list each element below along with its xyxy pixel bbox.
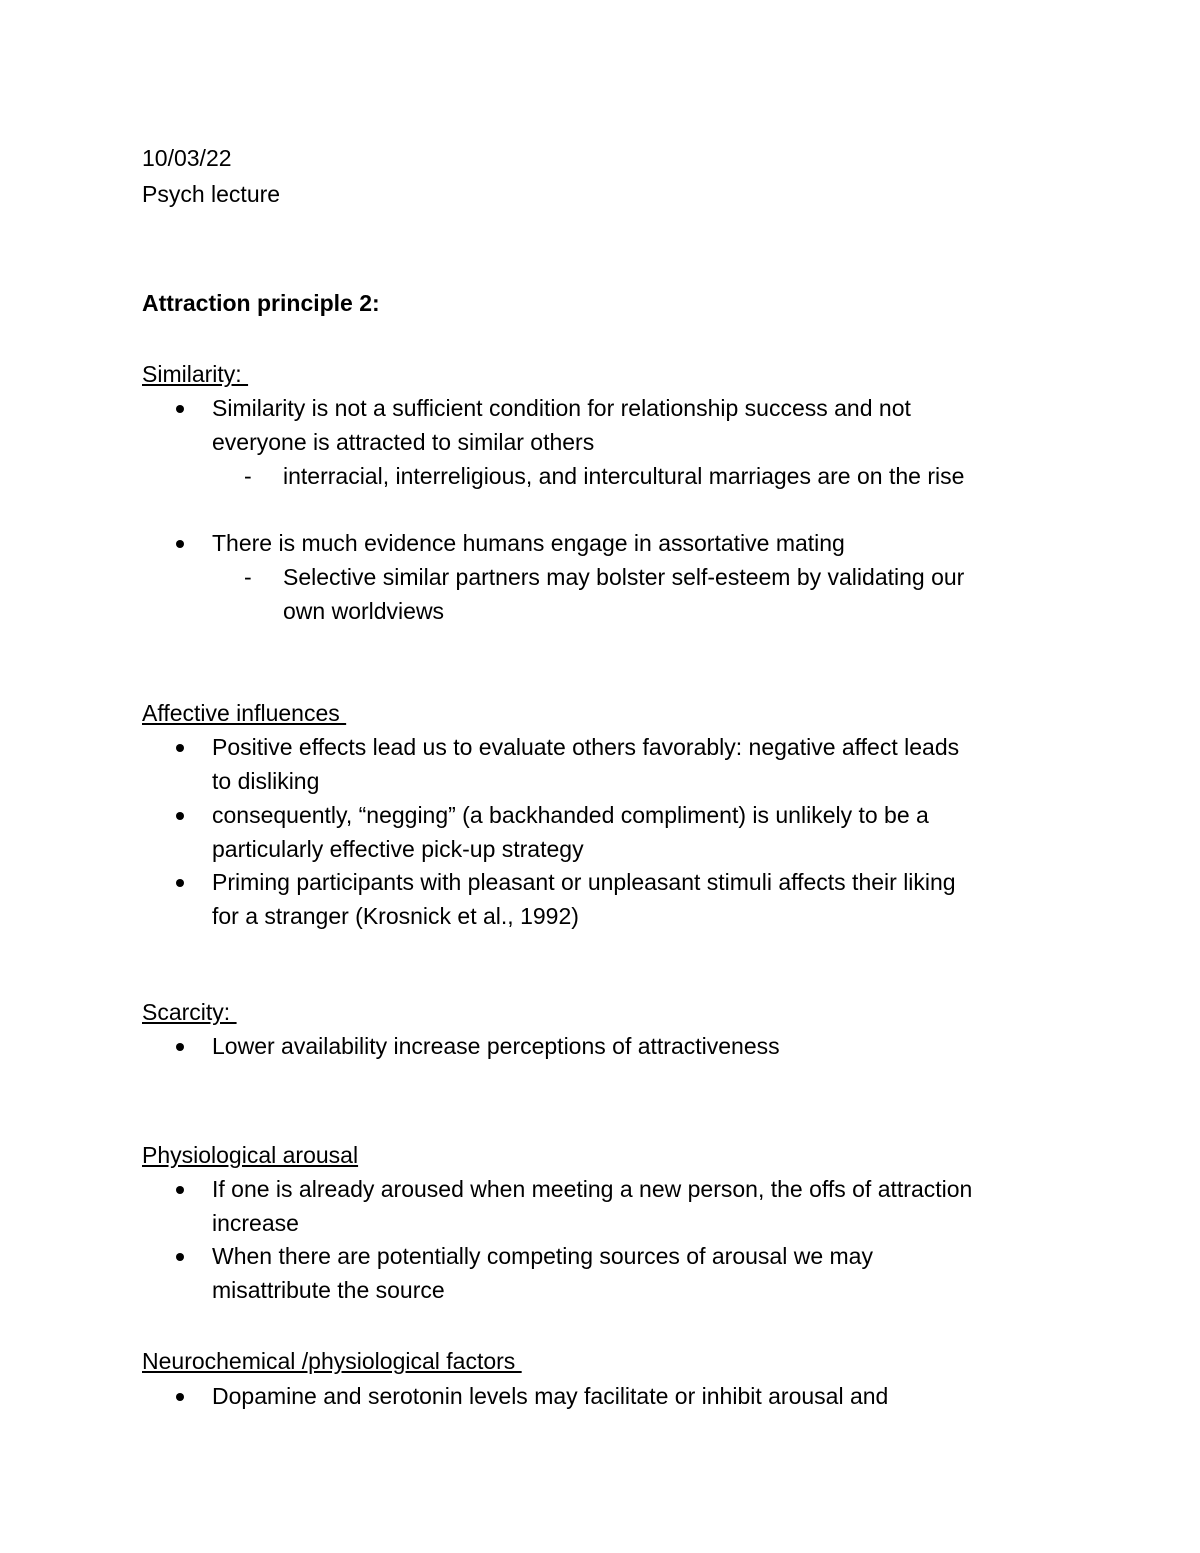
arousal-title-text: Physiological arousal (142, 1142, 359, 1168)
similarity-title: Similarity: (142, 361, 249, 387)
list-item-continued: everyone is attracted to similar others (212, 429, 595, 455)
list-item: Positive effects lead us to evaluate others favorably: negative affect leads (212, 734, 960, 760)
list-item-continued: misattribute the source (212, 1277, 445, 1303)
bullet-icon (176, 879, 184, 887)
dash-icon: - (244, 463, 252, 489)
bullet-icon (176, 405, 184, 413)
section-heading: Attraction principle 2: (142, 290, 380, 316)
list-item: Priming participants with pleasant or unpleasant stimuli affects their liking (212, 869, 956, 895)
bullet-icon (176, 1043, 184, 1051)
list-item: There is much evidence humans engage in assortative mating (212, 530, 845, 556)
bullet-icon (176, 1253, 184, 1261)
bullet-icon (176, 812, 184, 820)
sub-list-item: Selective similar partners may bolster self-esteem by validating our (283, 564, 965, 590)
arousal-title (142, 1138, 358, 1172)
list-item-continued: particularly effective pick-up strategy (212, 836, 584, 862)
bullet-icon (176, 744, 184, 752)
list-item-continued: increase (212, 1210, 299, 1236)
bullet-icon (176, 540, 184, 548)
list-item: Dopamine and serotonin levels may facilitate or inhibit arousal and (212, 1383, 889, 1409)
sub-list-item-continued: own worldviews (283, 598, 445, 624)
list-item: consequently, “negging” (a backhanded compliment) is unlikely to be a (212, 802, 929, 828)
sub-list-item: interracial, interreligious, and intercultural marriages are on the rise (283, 463, 965, 489)
list-item: Lower availability increase perceptions of attractiveness (212, 1033, 780, 1059)
course-title: Psych lecture (142, 181, 281, 207)
list-item-continued: for a stranger (Krosnick et al., 1992) (212, 903, 579, 929)
list-item: When there are potentially competing sources of arousal we may (212, 1243, 873, 1269)
list-item-continued: to disliking (212, 768, 320, 794)
neuro-title: Neurochemical /physiological factors (142, 1348, 522, 1374)
date: 10/03/22 (142, 145, 232, 171)
dash-icon: - (244, 564, 252, 590)
bullet-icon (176, 1186, 184, 1194)
list-item: Similarity is not a sufficient condition for relationship success and not (212, 395, 911, 421)
affective-title: Affective influences (142, 700, 347, 726)
bullet-icon (176, 1393, 184, 1401)
scarcity-title: Scarcity: (142, 999, 237, 1025)
list-item: If one is already aroused when meeting a new person, the offs of attraction (212, 1176, 973, 1202)
